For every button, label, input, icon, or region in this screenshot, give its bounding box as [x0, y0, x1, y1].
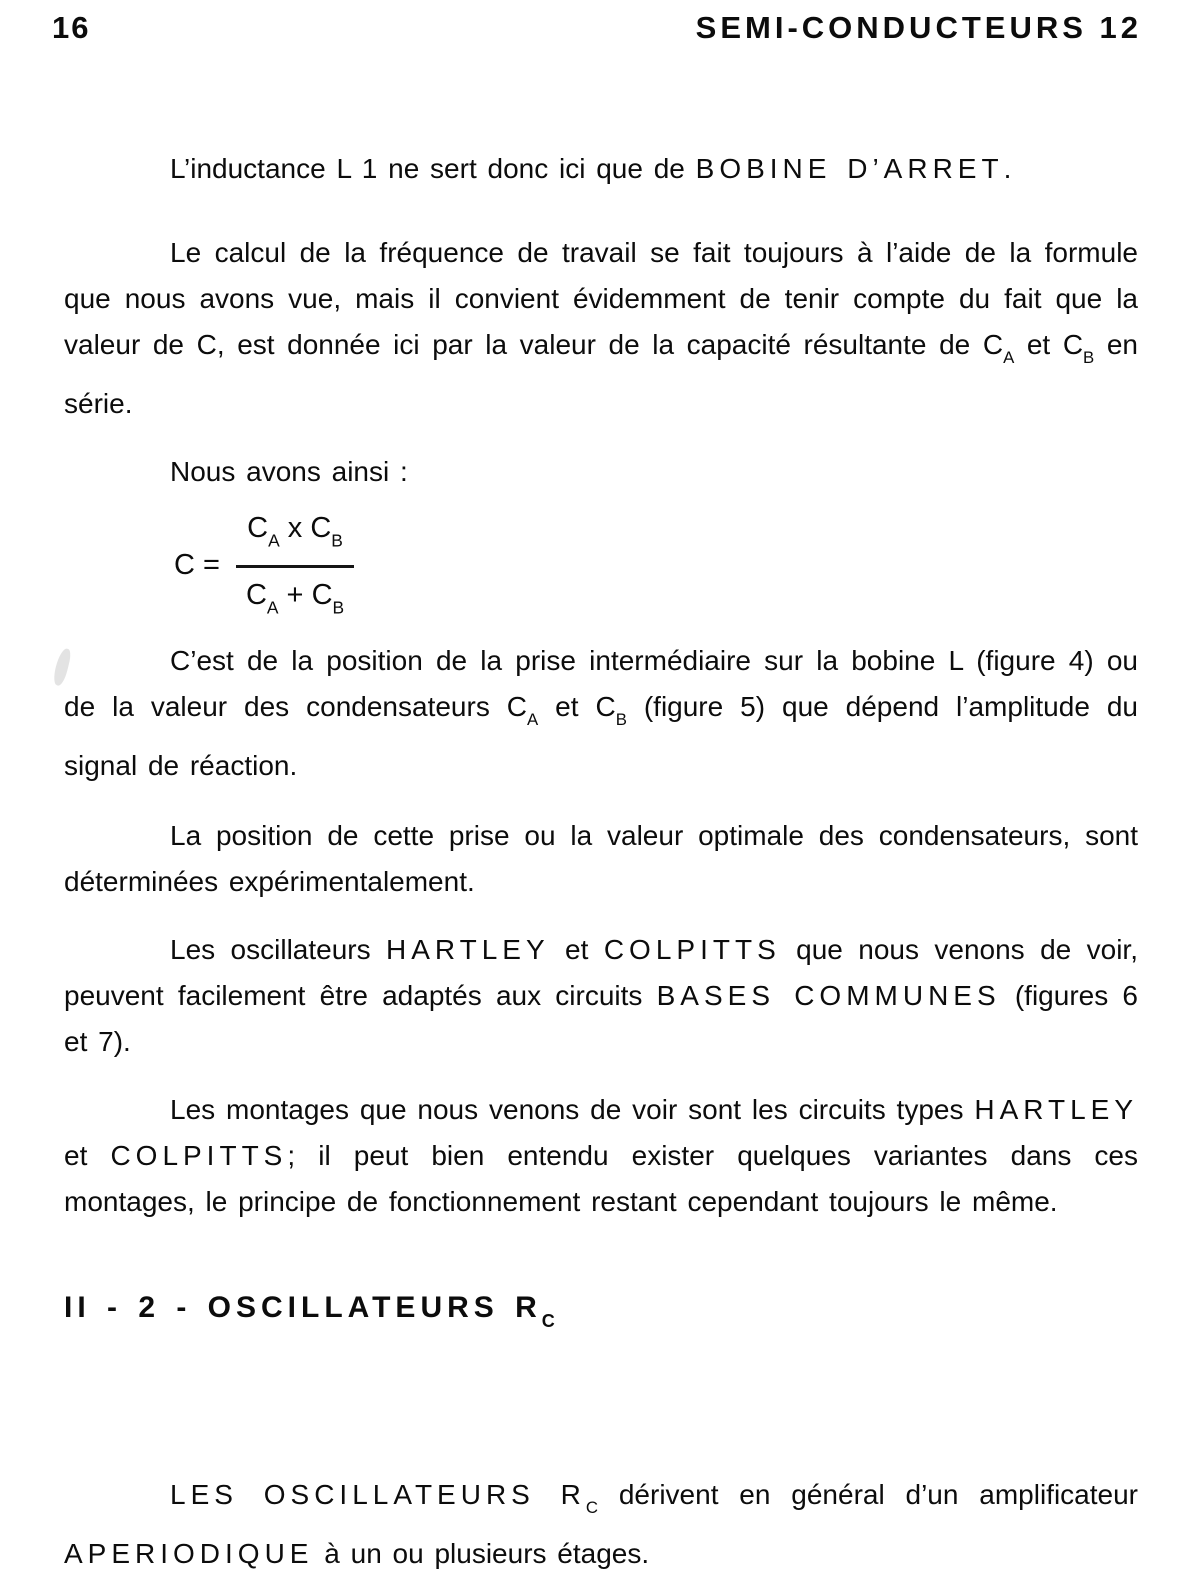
section-heading-oscillateurs-rc: II - 2 - OSCILLATEURS $R_C$ [64, 1290, 555, 1331]
paragraph-valeur-optimale: La position de cette prise ou la valeur optimale des condensateurs, sont déterminées expérimentalement. [64, 819, 1138, 897]
running-title: SEMI-CONDUCTEURS 12 [695, 10, 1142, 45]
paragraph-nous-avons-ainsi: Nous avons ainsi : [170, 456, 408, 488]
paragraph-montages-types: Les montages que nous venons de voir sont les circuits types HARTLEY et COLPITTS; il peut bien entendu exister quelques variantes dans ces montages, le principe de fonctionnement restant cependant toujours le même. [64, 1093, 1138, 1217]
paragraph-hartley-colpitts: Les oscillateurs HARTLEY et COLPITTS que nous venons de voir, peuvent facilement être adaptés aux circuits BASES COMMUNES (figures 6 et 7). [64, 933, 1138, 1057]
formula-numerator: $C_A$ x $C_B$ [247, 512, 343, 551]
page-body [0, 146, 1200, 1577]
formula-fraction [236, 513, 354, 617]
formula-lhs: C = [174, 549, 220, 582]
paragraph-oscillateurs-rc-aperiodique: LES OSCILLATEURS $R_C$ dérivent en général d’un amplificateur APERIODIQUE à un ou plusieurs étages. [64, 1478, 1139, 1569]
paragraph-calcul-frequence: Le calcul de la fréquence de travail se fait toujours à l’aide de la formule que nous avons vue, mais il convient évidemment de tenir compte du fait que la valeur de C, est donnée ici par la valeur de la capacité résultante de $C_A$ et $C_B$ en série. [64, 237, 1138, 420]
paragraph-inductance: L’inductance L 1 ne sert donc ici que de BOBINE D’ARRET. [170, 153, 1012, 184]
formula-denominator: $C_A + C_B$ [245, 578, 345, 618]
capacitance-formula [174, 513, 1138, 617]
page-number: 16 [52, 10, 91, 45]
page-header [0, 0, 1200, 46]
paragraph-prise-intermediaire: C’est de la position de la prise intermédiaire sur la bobine L (figure 4) ou de la valeur des condensateurs $C_A$ et $C_B$ (figure 5) que dépend l’amplitude du signal de réaction. [64, 644, 1138, 781]
